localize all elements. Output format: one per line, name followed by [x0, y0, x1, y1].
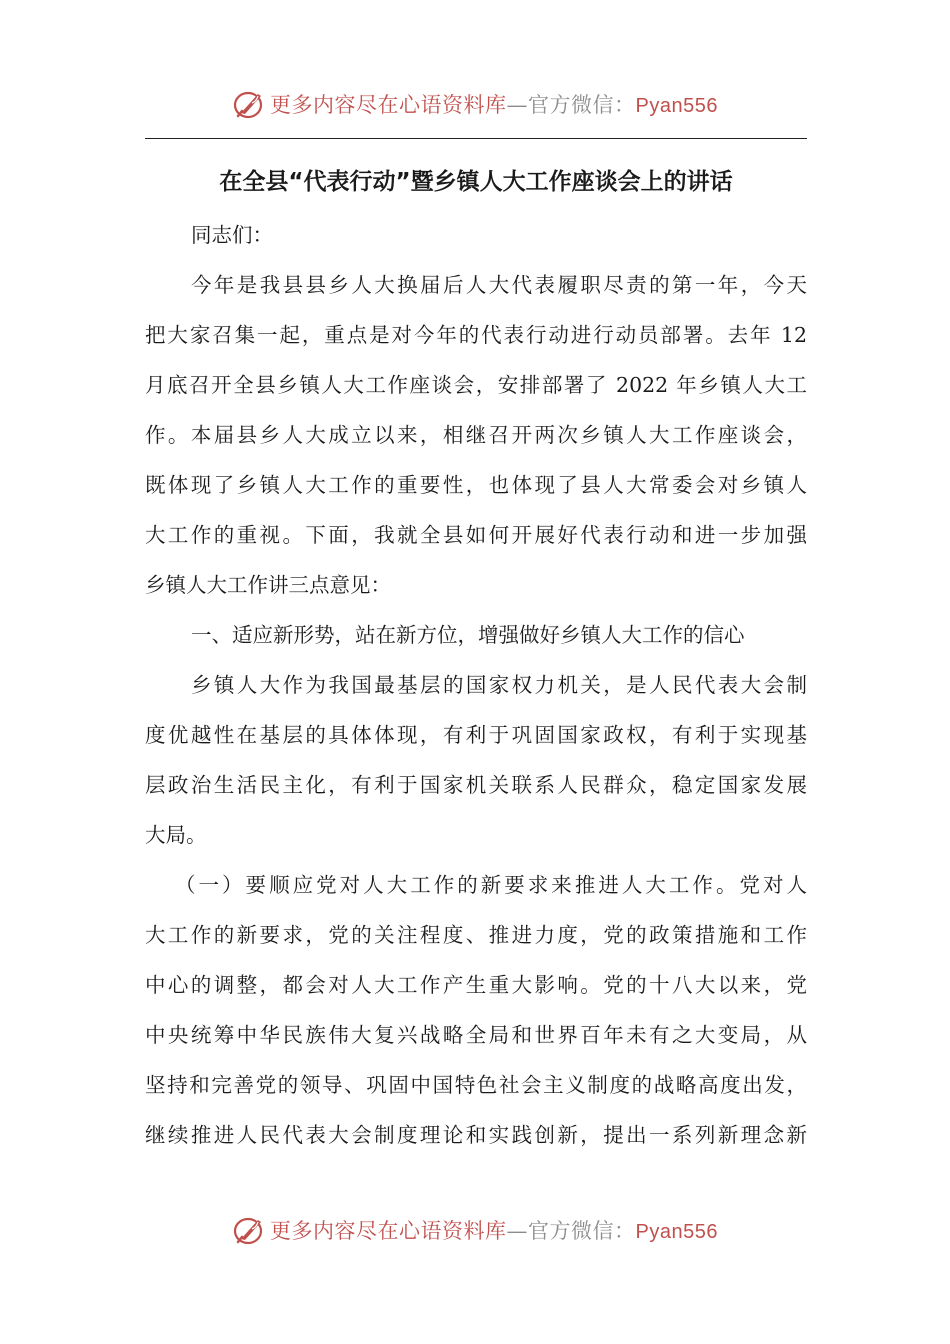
body-line: 大工作的重视。下面，我就全县如何开展好代表行动和进一步加强: [145, 523, 807, 547]
watermark-text: [270, 1215, 718, 1245]
watermark-wechat-id: Pyan556: [635, 1221, 718, 1243]
salutation-line: 同志们：: [191, 223, 273, 247]
document-title: 在全县“代表行动”暨乡镇人大工作座谈会上的讲话: [219, 169, 733, 195]
header-watermark: [0, 84, 950, 124]
body-line: 坚持和完善党的领导、巩固中国特色社会主义制度的战略高度出发，: [145, 1073, 807, 1097]
document-body: [145, 210, 807, 1160]
body-line: 层政治生活民主化，有利于国家机关联系人民群众，稳定国家发展: [145, 773, 807, 797]
body-line: 既体现了乡镇人大工作的重要性，也体现了县人大常委会对乡镇人: [145, 473, 807, 497]
watermark-separator: —: [506, 1219, 529, 1243]
header-divider: [145, 138, 807, 139]
body-line: 今年是我县县乡人大换届后人大代表履职尽责的第一年，今天: [191, 273, 807, 297]
body-line: 大局。: [145, 823, 207, 847]
watermark-text: [270, 89, 718, 119]
body-line: 月底召开全县乡镇人大工作座谈会，安排部署了 2022 年乡镇人大工: [145, 373, 807, 397]
section-heading: 一、适应新形势，站在新方位，增强做好乡镇人大工作的信心: [191, 623, 745, 647]
body-line: 度优越性在基层的具体体现，有利于巩固国家政权，有利于实现基: [145, 723, 807, 747]
body-line: 乡镇人大作为我国最基层的国家权力机关，是人民代表大会制: [191, 673, 807, 697]
body-line: 中心的调整，都会对人大工作产生重大影响。党的十八大以来，党: [145, 973, 807, 997]
watermark-wechat-label: 官方微信：: [528, 1219, 636, 1243]
body-line: 把大家召集一起，重点是对今年的代表行动进行动员部署。去年 12: [145, 323, 807, 347]
watermark-separator: —: [506, 93, 529, 117]
body-line: 继续推进人民代表大会制度理论和实践创新，提出一系列新理念新: [145, 1123, 807, 1147]
watermark-main-text: 更多内容尽在心语资料库: [270, 93, 507, 117]
watermark-wechat-label: 官方微信：: [528, 93, 636, 117]
body-line: 大工作的新要求，党的关注程度、推进力度，党的政策措施和工作: [145, 923, 807, 947]
body-line: 作。本届县乡人大成立以来，相继召开两次乡镇人大工作座谈会，: [145, 423, 807, 447]
body-line: 乡镇人大工作讲三点意见：: [145, 573, 391, 597]
body-line: 中央统筹中华民族伟大复兴战略全局和世界百年未有之大变局，从: [145, 1023, 807, 1047]
watermark-wechat-id: Pyan556: [635, 95, 718, 117]
watermark-main-text: 更多内容尽在心语资料库: [270, 1219, 507, 1243]
subsection-line: （一）要顺应党对人大工作的新要求来推进人大工作。党对人: [175, 873, 807, 897]
quill-pen-logo-icon: [232, 1213, 266, 1247]
quill-pen-logo-icon: [232, 87, 266, 121]
footer-watermark: [0, 1210, 950, 1250]
